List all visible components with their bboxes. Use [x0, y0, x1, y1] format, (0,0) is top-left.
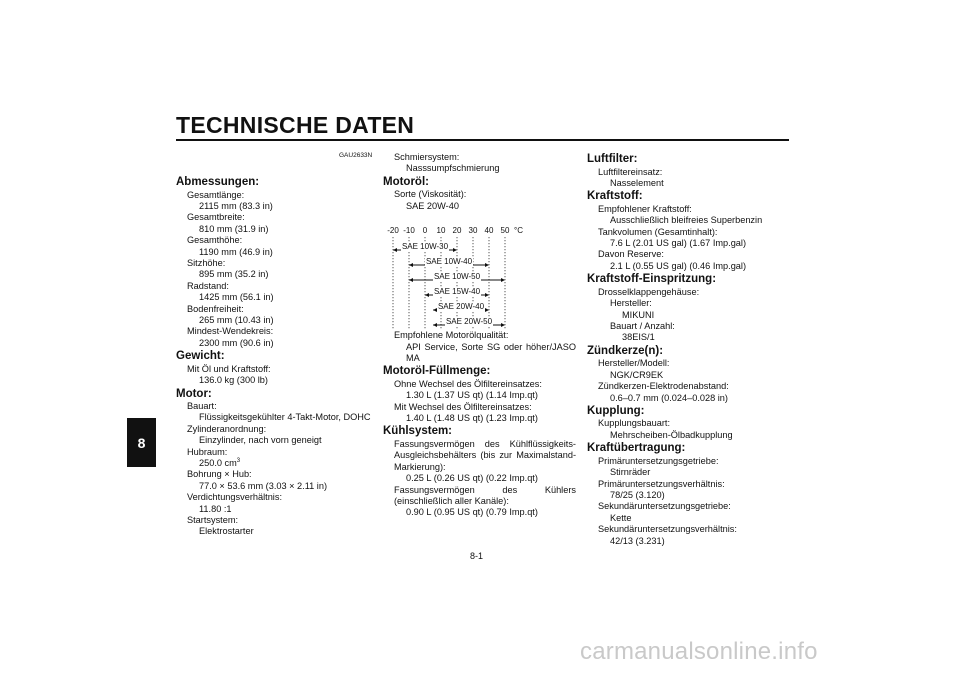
tick-label: 30 [468, 226, 478, 235]
range-arrow-start [409, 263, 413, 267]
tick-label: 40 [484, 226, 494, 235]
spec-label: Primäruntersetzungsverhältnis: [598, 478, 725, 489]
spec-label: Luftfiltereinsatz: [598, 166, 663, 177]
spec-value: 42/13 (3.231) [610, 535, 665, 546]
range-arrow-end [485, 263, 489, 267]
spec-label: Sorte (Viskosität): [394, 189, 467, 200]
heading-motoroel-fuellmenge: Motoröl-Füllmenge: [383, 365, 491, 378]
spec-value: 77.0 × 53.6 mm (3.03 × 2.11 in) [199, 480, 328, 491]
spec-label: Sekundäruntersetzungsverhältnis: [598, 524, 737, 535]
spec-label: Gesamthöhe: [187, 235, 243, 246]
spec-value: 78/25 (3.120) [610, 489, 665, 500]
spec-value: Einzylinder, nach vorn geneigt [199, 435, 322, 446]
range-arrow-start [433, 323, 437, 327]
column-3 [587, 152, 792, 547]
range-arrow-start [433, 308, 437, 312]
tick-label: -20 [387, 226, 399, 235]
spec-value: 0.25 L (0.26 US qt) (0.22 Imp.qt) [406, 473, 538, 484]
range-arrow-end [501, 323, 505, 327]
range-arrow-end [501, 278, 505, 282]
heading-motor: Motor: [176, 387, 212, 400]
spec-label: Mindest-Wendekreis: [187, 326, 274, 337]
spec-label: Empfohlene Motorölqualität: [394, 330, 509, 341]
spec-value: Kette [610, 512, 632, 523]
document-code: GAU2633N [339, 152, 373, 159]
chapter-tab: 8 [127, 418, 156, 467]
spec-label: Fassungsvermögen des Kühlers (einschließlich aller Kanäle): [394, 484, 576, 506]
spec-value: Mehrscheiben-Ölbadkupplung [610, 429, 733, 440]
spec-label: Kupplungsbauart: [598, 418, 671, 429]
spec-label: Startsystem: [187, 515, 239, 526]
page-title: TECHNISCHE DATEN [176, 112, 415, 138]
tick-label: 10 [436, 226, 446, 235]
spec-label: Gesamtlänge: [187, 189, 245, 200]
spec-value: 0.90 L (0.95 US qt) (0.79 Imp.qt) [406, 507, 538, 518]
spec-label: Mit Öl und Kraftstoff: [187, 363, 271, 374]
spec-value: 2.1 L (0.55 US gal) (0.46 Imp.gal) [610, 260, 747, 271]
hubraum-value: 250.0 cm [199, 458, 237, 469]
viscosity-chart [383, 226, 563, 336]
range-arrow-end [453, 248, 457, 252]
spec-label: Bauart / Anzahl: [610, 320, 675, 331]
spec-label: Empfohlener Kraftstoff: [598, 203, 692, 214]
spec-label: Sekundäruntersetzungsgetriebe: [598, 501, 731, 512]
spec-label: Hersteller: [610, 298, 652, 309]
spec-label: Ohne Wechsel des Ölfiltereinsatzes: [394, 378, 542, 389]
spec-value: 136.0 kg (300 lb) [199, 375, 268, 386]
heading-motoroel: Motoröl: [383, 175, 429, 188]
spec-label: Gesamtbreite: [187, 212, 245, 223]
spec-value [176, 458, 376, 469]
range-arrow-start [425, 293, 429, 297]
range-label: SAE 20W-40 [437, 302, 485, 311]
spec-value: 7.6 L (2.01 US gal) (1.67 Imp.gal) [610, 238, 747, 249]
spec-value: 1.30 L (1.37 US qt) (1.14 Imp.qt) [406, 390, 538, 401]
title-divider [176, 139, 789, 141]
range-label: SAE 10W-40 [425, 257, 473, 266]
spec-value: Ausschließlich bleifreies Superbenzin [610, 215, 763, 226]
spec-value: Flüssigkeitsgekühlter 4-Takt-Motor, DOHC [199, 412, 371, 423]
range-label: SAE 15W-40 [433, 287, 481, 296]
heading-luftfilter: Luftfilter: [587, 153, 638, 165]
range-label: SAE 10W-30 [401, 242, 449, 251]
spec-value: NGK/CR9EK [610, 369, 664, 380]
spec-label: Fassungsvermögen des Kühlflüssigkeits-Ausgleichsbehälters (bis zur Maximalstand-Markierung): [394, 438, 576, 472]
spec-value: 0.6–0.7 mm (0.024–0.028 in) [610, 392, 728, 403]
spec-value: 2300 mm (90.6 in) [199, 337, 274, 348]
spec-label: Schmiersystem: [394, 152, 460, 162]
spec-label: Hersteller/Modell: [598, 358, 670, 369]
spec-value: Nasssumpfschmierung [406, 163, 500, 174]
tick-label: 20 [452, 226, 462, 235]
range-label: SAE 20W-50 [445, 317, 493, 326]
range-arrow-start [409, 278, 413, 282]
spec-label: Mit Wechsel des Ölfiltereinsatzes: [394, 401, 532, 412]
range-arrow-start [393, 248, 397, 252]
range-arrow-end [485, 308, 489, 312]
heading-abmessungen: Abmessungen: [176, 176, 260, 188]
spec-value: 1.40 L (1.48 US qt) (1.23 Imp.qt) [406, 413, 538, 424]
spec-label: Verdichtungsverhältnis: [187, 492, 282, 503]
spec-value: Nasselement [610, 177, 664, 188]
spec-value: Elektrostarter [199, 526, 254, 537]
range-arrow-end [485, 293, 489, 297]
spec-label: Sitzhöhe: [187, 257, 226, 268]
spec-value: 1190 mm (46.9 in) [199, 246, 273, 257]
spec-value: 1425 mm (56.1 in) [199, 292, 274, 303]
spec-label: Bodenfreiheit: [187, 303, 244, 314]
heading-kraftstoff: Kraftstoff: [587, 190, 643, 203]
spec-value: 895 mm (35.2 in) [199, 269, 269, 280]
spec-value: 11.80 :1 [199, 503, 232, 514]
tick-label: -10 [403, 226, 415, 235]
heading-zuendkerzen: Zündkerze(n): [587, 344, 664, 357]
spec-value: 265 mm (10.43 in) [199, 314, 274, 325]
spec-label: Primäruntersetzungsgetriebe: [598, 455, 719, 466]
spec-label: Davon Reserve: [598, 249, 664, 260]
heading-gewicht: Gewicht: [176, 350, 225, 363]
spec-value: Stirnräder [610, 467, 651, 478]
spec-value: 810 mm (31.9 in) [199, 223, 269, 234]
tick-label: 0 [422, 226, 428, 235]
spec-value: 38EIS/1 [622, 332, 655, 343]
page-number: 8-1 [470, 551, 484, 561]
watermark: carmanualsonline.info [580, 638, 818, 665]
spec-value: SAE 20W-40 [406, 200, 459, 211]
heading-kraftuebertragung: Kraftübertragung: [587, 442, 686, 455]
heading-kuehlsystem: Kühlsystem: [383, 425, 453, 438]
heading-kupplung: Kupplung: [587, 404, 645, 417]
range-label: SAE 10W-50 [433, 272, 481, 281]
spec-label: Radstand: [187, 280, 229, 291]
unit-label: °C [514, 226, 523, 235]
spec-value: API Service, Sorte SG oder höher/JASO MA [406, 341, 576, 363]
spec-label: Drosselklappengehäuse: [598, 286, 700, 297]
spec-label: Bohrung × Hub: [187, 469, 252, 480]
spec-label: Hubraum: [187, 446, 228, 457]
spec-value: 2115 mm (83.3 in) [199, 200, 273, 211]
spec-label: Zündkerzen-Elektrodenabstand: [598, 381, 729, 392]
column-1 [176, 175, 376, 538]
heading-kraftstoff-einspritzung: Kraftstoff-Einspritzung: [587, 273, 717, 286]
spec-value: MIKUNI [622, 309, 655, 320]
superscript: 3 [236, 457, 241, 464]
spec-label: Bauart: [187, 401, 217, 411]
spec-label: Zylinderanordnung: [187, 423, 267, 434]
tick-label: 50 [500, 226, 510, 235]
spec-label: Tankvolumen (Gesamtinhalt): [598, 226, 718, 237]
